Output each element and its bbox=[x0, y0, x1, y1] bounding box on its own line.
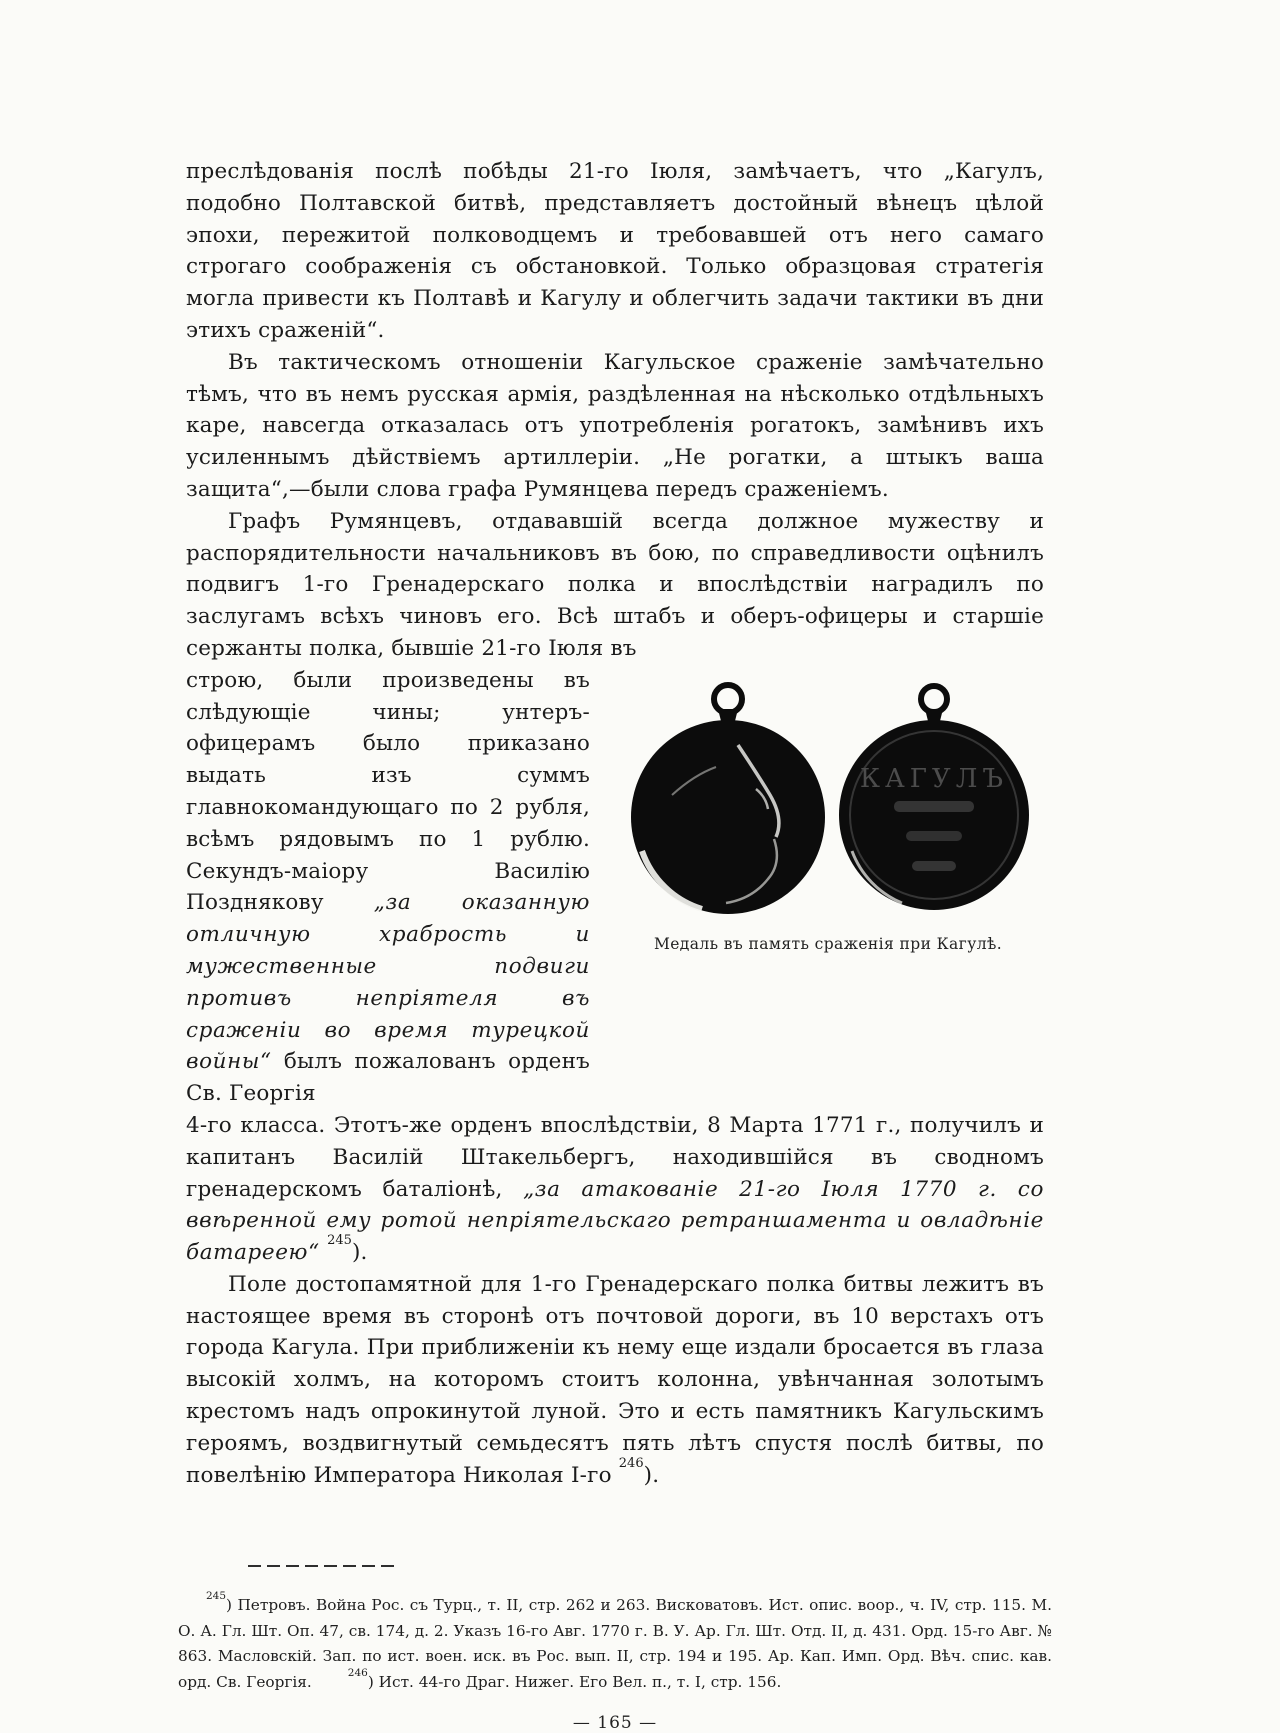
text-block bbox=[178, 156, 1052, 1733]
paragraph-3-column-quote-italic: „за оказанную отличную храбрость и мужественные подвиги противъ непріятеля въ сраженіи во время турецкой войны“ bbox=[186, 890, 590, 1075]
footnote-246-text: ) Ист. 44-го Драг. Нижег. Его Вел. п., т. I, стр. 156. bbox=[367, 1672, 782, 1691]
paragraph-3-column-tail: былъ пожалованъ орденъ Св. Георгія bbox=[186, 1049, 590, 1107]
paragraph-3-closing: ). bbox=[351, 1240, 368, 1266]
footnote-246-marker: 246 bbox=[347, 1666, 368, 1679]
medal-obverse-suspension-ring-icon bbox=[714, 685, 742, 713]
paragraph-4 bbox=[186, 1269, 1044, 1492]
footnote-separator bbox=[248, 1565, 394, 1567]
paragraph-4-text: Поле достопамятной для 1-го Гренадерскаго полка битвы лежитъ въ настоящее время въ сторонѣ отъ почтовой дороги, въ 10 верстахъ отъ города Кагула. При приближеніи къ нему еще издали бросается въ глаза высокій холмъ, на которомъ стоитъ колонна, увѣнчанная золотымъ крестомъ надъ опрокинутой луной. Это и есть памятникъ Кагульскимъ героямъ, воздвигнутый семьдесятъ пять лѣтъ спустя послѣ битвы, по повелѣнію Императора Николая I-го bbox=[186, 1271, 1044, 1488]
figure-caption: Медаль въ память сраженія при Кагулѣ. bbox=[653, 934, 1003, 953]
paragraph-4-closing: ). bbox=[643, 1462, 660, 1488]
footnote-reference-245: 245 bbox=[327, 1232, 352, 1248]
figure-column bbox=[590, 665, 1044, 953]
medal-reverse bbox=[839, 686, 1029, 910]
medal-reverse-worn-line-3 bbox=[912, 861, 956, 871]
paragraph-3-column bbox=[186, 665, 590, 1110]
medal-figure bbox=[612, 669, 1044, 953]
paragraph-3-continuation bbox=[186, 1110, 1044, 1269]
footnote-245-marker: 245 bbox=[206, 1590, 227, 1603]
paragraph-3-column-paragraph bbox=[186, 665, 590, 1110]
paragraph-1 bbox=[186, 156, 1044, 347]
paragraph-3-continuation-text: 4-го класса. Этотъ-же орденъ впослѣдствіи, 8 Марта 1771 г., получилъ и капитанъ Василій Штакельбергъ, находившійся въ сводномъ гренадерскомъ баталіонѣ, bbox=[186, 1112, 1044, 1202]
paragraph-3-continuation-quote-italic: „за атакованіе 21-го Іюля 1770 г. со ввѣренной ему ротой непріятельскаго ретраншамента и овладѣніе батареею“ bbox=[186, 1176, 1044, 1266]
paragraph-3-intro-text: Графъ Румянцевъ, отдававшій всегда должное мужеству и распорядительности начальниковъ въ бою, по справедливости оцѣнилъ подвигъ 1-го Гренадерскаго полка и впослѣдствіи наградилъ по заслугамъ всѣхъ чиновъ его. Всѣ штабъ и оберъ-офицеры и старшіе сержанты полка, бывшіе 21-го Іюля въ bbox=[186, 508, 1044, 661]
paragraph-3-column-text: строю, были произведены въ слѣдующіе чины; унтеръ-офицерамъ было приказано выдать изъ суммъ главнокомандующаго по 2 рубля, всѣмъ рядовымъ по 1 рублю. Секундъ-маіору Василію Позднякову bbox=[186, 667, 590, 916]
page-number: — 165 — bbox=[572, 1713, 658, 1733]
paragraph-1-text: преслѣдованія послѣ побѣды 21-го Іюля, замѣчаетъ, что „Кагулъ, подобно Полтавской битвѣ, представляетъ достойный вѣнецъ цѣлой эпохи, пережитой полководцемъ и требовавшей отъ него самаго строгаго соображенія съ обстановкой. Только образцовая стратегія могла привести къ Полтавѣ и Кагулу и облегчить задачи тактики въ дни этихъ сраженій“. bbox=[186, 159, 1044, 343]
footnote-reference-246: 246 bbox=[618, 1455, 644, 1471]
medal-reverse-disc bbox=[839, 720, 1029, 910]
figure-row bbox=[186, 665, 1044, 1110]
medal-reverse-inscription: КАГУЛЪ bbox=[859, 763, 1009, 794]
paragraph-2 bbox=[186, 347, 1044, 506]
paragraph-3-intro bbox=[186, 506, 1044, 665]
medal-reverse-suspension-ring-icon bbox=[921, 686, 947, 712]
medal-illustration bbox=[616, 669, 1040, 921]
medal-reverse-worn-line-1 bbox=[894, 801, 974, 812]
medal-reverse-worn-line-2 bbox=[906, 831, 962, 841]
footnote-block bbox=[178, 1590, 1052, 1695]
footnotes bbox=[178, 1590, 1052, 1695]
paragraph-2-text: Въ тактическомъ отношеніи Кагульское сраженіе замѣчательно тѣмъ, что въ немъ русская армія, раздѣленная на нѣсколько отдѣльныхъ каре, навсегда отказалась отъ употребленія рогатокъ, замѣнивъ ихъ усиленнымъ дѣйствіемъ артиллеріи. „Не рогатки, а штыкъ ваша защита“,—были слова графа Румянцева передъ сраженіемъ. bbox=[186, 349, 1044, 502]
footnote-245-text: ) Петровъ. Война Рос. съ Турц., т. II, стр. 262 и 263. Висковатовъ. Ист. опис. воор., ч. IV, стр. 115. М. О. А. Гл. Шт. Оп. 47, св. 174, д. 2. Указъ 16-го Авг. 1770 г. В. У. Ар. Гл. Шт. Отд. II, д. 431. Орд. 15-го Авг. № 863. Масловскій. Зап. по ист. воен. иск. въ Рос. вып. II, стр. 194 и 195. Ар. Кап. Имп. Орд. Вѣч. спис. кав. орд. Св. Георгія. bbox=[178, 1596, 1052, 1691]
medal-obverse bbox=[631, 685, 825, 914]
